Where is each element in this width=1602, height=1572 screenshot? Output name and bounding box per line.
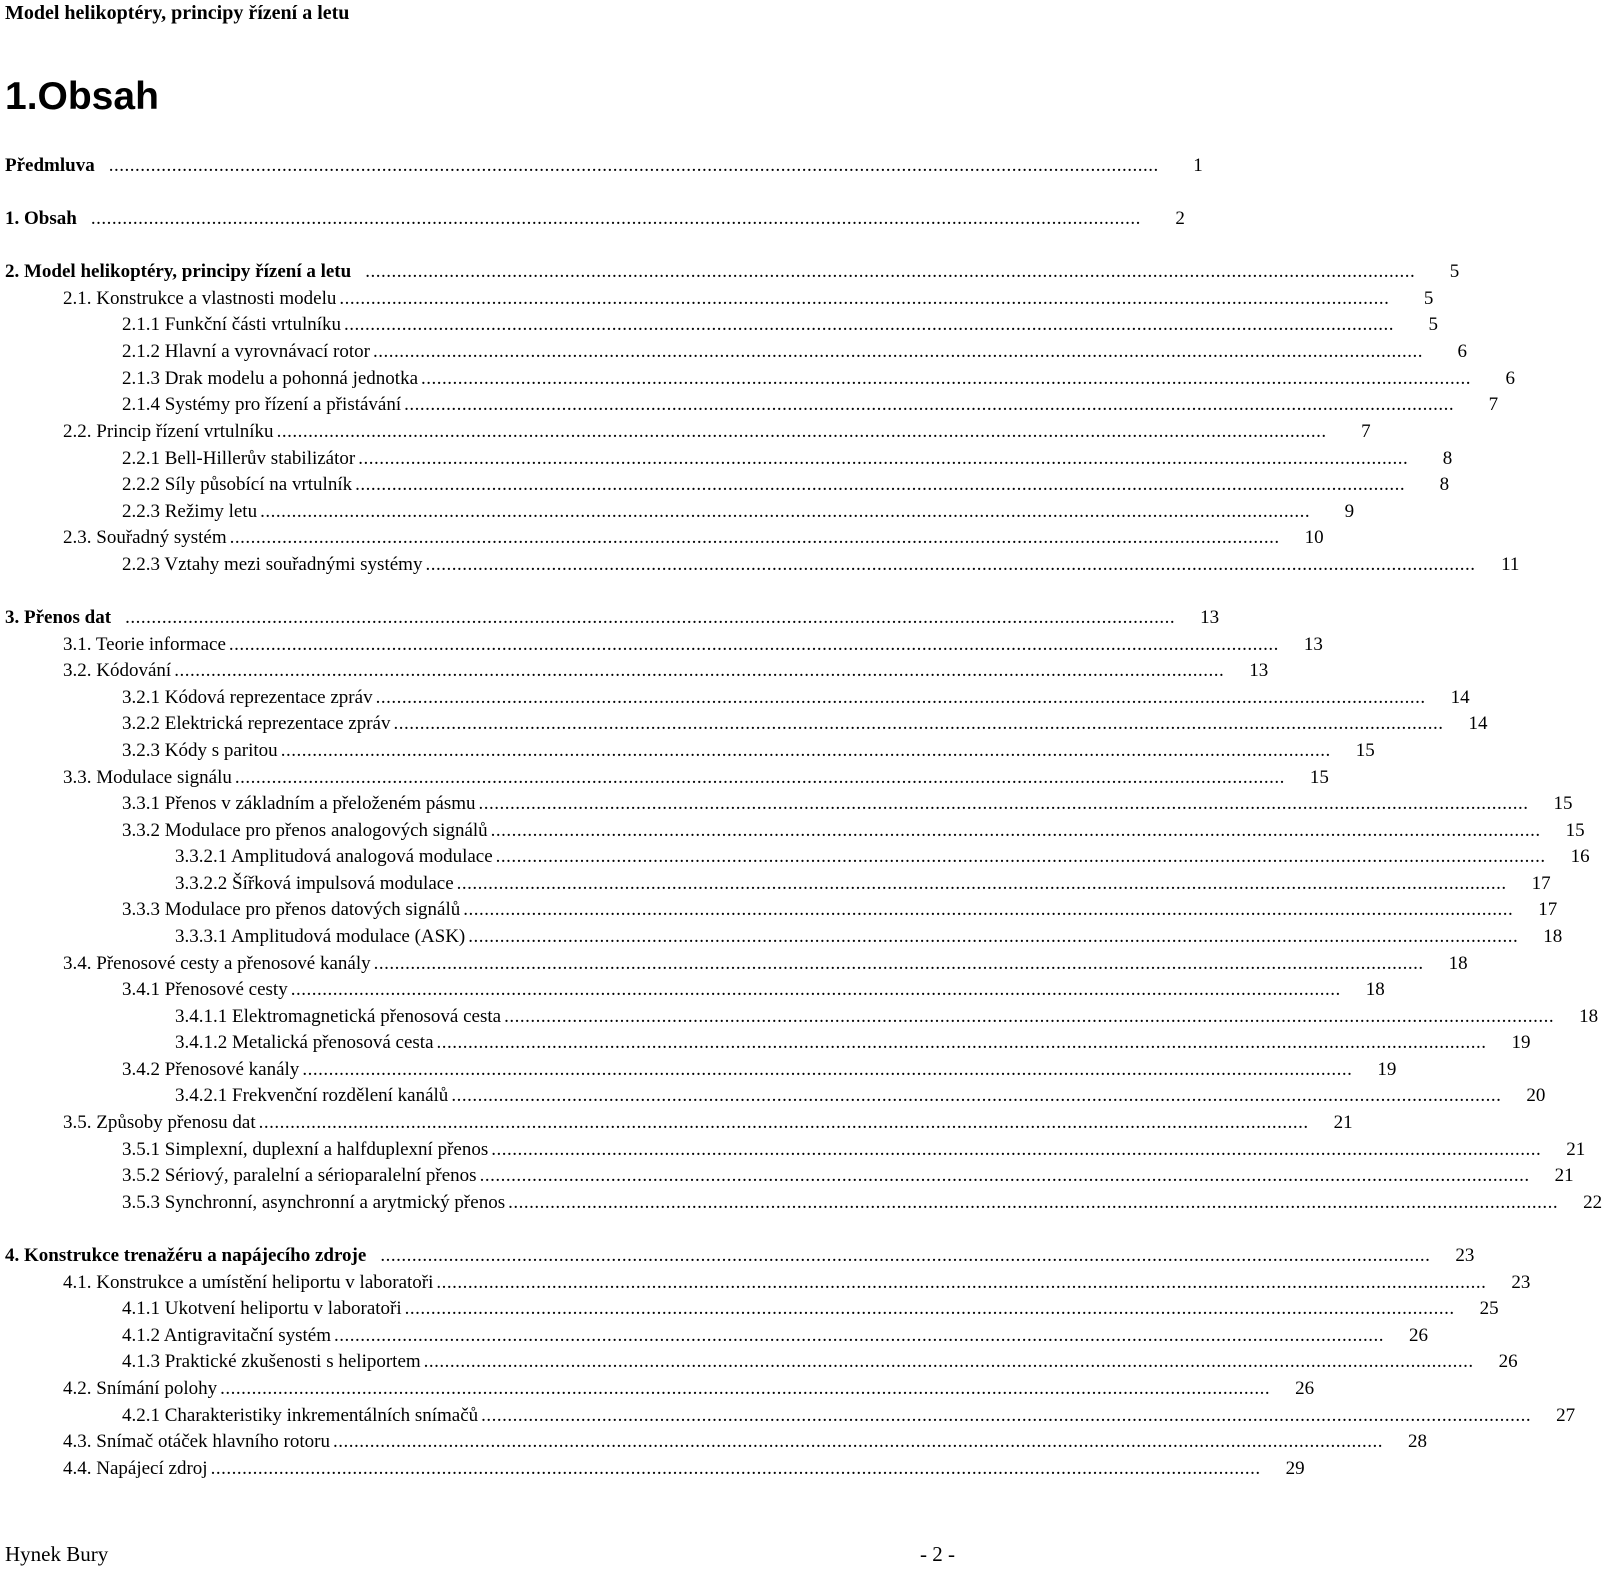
toc-entry-label: 3.4. Přenosové cesty a přenosové kanály xyxy=(63,953,371,974)
toc-entry-label: 4.1.2 Antigravitační systém xyxy=(122,1325,331,1346)
toc-entry-label: 3.3.2.1 Amplitudová analogová modulace xyxy=(175,846,493,867)
footer-author: Hynek Bury xyxy=(5,1542,109,1566)
toc-leader-dots: ........................................................................................................................................................................................................ xyxy=(174,660,1225,681)
toc-entry-label: 4.3. Snímač otáček hlavního rotoru xyxy=(63,1431,330,1452)
toc-entry-page: 27 xyxy=(1556,1405,1576,1426)
toc-entry[interactable] xyxy=(175,844,1590,870)
toc-entry[interactable] xyxy=(122,685,1470,711)
toc-entry-label: 3.3.1 Přenos v základním a přeloženém pásmu xyxy=(122,793,476,814)
running-header: Model helikoptéry, principy řízení a letu xyxy=(5,2,350,24)
toc-entry-page: 14 xyxy=(1468,713,1488,734)
toc-entry-label: 4.1. Konstrukce a umístění heliportu v laboratoři xyxy=(63,1272,434,1293)
toc-entry-label: 1. Obsah xyxy=(5,208,77,229)
toc-leader-dots: ........................................................................................................................................................................................................ xyxy=(481,1405,1532,1426)
toc-leader-dots: ........................................................................................................................................................................................................ xyxy=(456,873,1507,894)
toc-leader-dots: ........................................................................................................................................................................................................ xyxy=(220,1378,1271,1399)
toc-entry-page: 1 xyxy=(1193,155,1203,176)
toc-entry-label: 3.5. Způsoby přenosu dat xyxy=(63,1112,256,1133)
toc-entry[interactable] xyxy=(122,1190,1602,1216)
toc-entry-page: 5 xyxy=(1423,288,1434,309)
toc-entry-label: 2.2.3 Režimy letu xyxy=(122,501,258,522)
toc-entry-page: 19 xyxy=(1511,1032,1531,1053)
toc-leader-dots: ........................................................................................................................................................................................................ xyxy=(229,527,1280,548)
toc-entry-label: 4.2. Snímání polohy xyxy=(63,1378,218,1399)
toc-entry-label: 2.1.3 Drak modelu a pohonná jednotka xyxy=(122,368,419,389)
toc-leader-dots: ........................................................................................................................................................................................................ xyxy=(423,1351,1474,1372)
toc-entry-page: 13 xyxy=(1249,660,1269,681)
toc-entry-label: 4.1.3 Praktické zkušenosti s heliportem xyxy=(122,1351,421,1372)
toc-entry-label: 3.3.2.2 Šířková impulsová modulace xyxy=(175,873,454,894)
toc-entry-page: 15 xyxy=(1565,820,1585,841)
toc-leader-dots: ........................................................................................................................................................................................................ xyxy=(339,288,1390,309)
toc-entry-label: 4.2.1 Charakteristiky inkrementálních snímačů xyxy=(122,1405,479,1426)
toc-entry[interactable] xyxy=(63,1456,1305,1482)
toc-entry-label: 2.2.2 Síly působící na vrtulník xyxy=(122,474,353,495)
toc-entry-page: 18 xyxy=(1365,979,1385,1000)
toc-entry-label: 4.1.1 Ukotvení heliportu v laboratoři xyxy=(122,1298,402,1319)
toc-entry[interactable] xyxy=(122,312,1439,338)
toc-entry-label: 3.5.2 Sériový, paralelní a sérioparalelní přenos xyxy=(122,1165,477,1186)
toc-entry[interactable] xyxy=(122,897,1558,923)
toc-entry-label: 3.3.2 Modulace pro přenos analogových signálů xyxy=(122,820,488,841)
toc-entry[interactable] xyxy=(175,1083,1546,1109)
toc-entry[interactable] xyxy=(63,658,1269,684)
toc-entry-page: 21 xyxy=(1566,1139,1586,1160)
toc-entry[interactable] xyxy=(122,339,1467,365)
toc-entry-page: 5 xyxy=(1449,261,1460,282)
toc-entry[interactable] xyxy=(63,1110,1353,1136)
toc-entry[interactable] xyxy=(122,552,1520,578)
toc-leader-dots: ........................................................................................................................................................................................................ xyxy=(373,953,1424,974)
toc-entry-page: 17 xyxy=(1531,873,1551,894)
toc-entry-page: 20 xyxy=(1526,1085,1546,1106)
toc-leader-dots: ........................................................................................................................................................................................................ xyxy=(380,1245,1431,1266)
toc-entry[interactable] xyxy=(122,1323,1428,1349)
toc-entry[interactable] xyxy=(122,366,1516,392)
toc-entry[interactable] xyxy=(122,472,1450,498)
toc-entry[interactable] xyxy=(63,1376,1315,1402)
toc-leader-dots: ........................................................................................................................................................................................................ xyxy=(228,634,1279,655)
toc-entry-page: 8 xyxy=(1439,474,1450,495)
toc-entry[interactable] xyxy=(122,499,1355,525)
toc-entry[interactable] xyxy=(63,765,1329,791)
toc-entry-label: 4. Konstrukce trenažéru a napájecího zdroje xyxy=(5,1245,367,1266)
toc-entry[interactable] xyxy=(5,605,1220,631)
running-footer xyxy=(0,1540,960,1568)
toc-leader-dots: ........................................................................................................................................................................................................ xyxy=(393,713,1444,734)
toc-entry[interactable] xyxy=(122,446,1453,472)
toc-entry[interactable] xyxy=(122,818,1585,844)
toc-entry-page: 28 xyxy=(1408,1431,1427,1452)
toc-leader-dots: ........................................................................................................................................................................................................ xyxy=(375,687,1426,708)
toc-leader-dots: ........................................................................................................................................................................................................ xyxy=(302,1059,1353,1080)
toc-entry[interactable] xyxy=(122,738,1375,764)
toc-entry-label: 3.2.2 Elektrická reprezentace zpráv xyxy=(122,713,391,734)
toc-entry[interactable] xyxy=(122,392,1499,418)
toc-leader-dots: ........................................................................................................................................................................................................ xyxy=(463,899,1514,920)
toc-entry[interactable] xyxy=(63,632,1323,658)
toc-entry-page: 18 xyxy=(1543,926,1563,947)
toc-entry[interactable] xyxy=(63,525,1324,551)
toc-entry-page: 19 xyxy=(1377,1059,1397,1080)
toc-entry[interactable] xyxy=(5,206,1185,232)
toc-leader-dots: ........................................................................................................................................................................................................ xyxy=(290,979,1341,1000)
toc-entry-label: 2.2.3 Vztahy mezi souřadnými systémy xyxy=(122,554,423,575)
toc-leader-dots: ........................................................................................................................................................................................................ xyxy=(234,767,1285,788)
toc-entry-page: 15 xyxy=(1355,740,1375,761)
toc-entry-label: 3.4.2 Přenosové kanály xyxy=(122,1059,300,1080)
toc-entry-label: 2.1.4 Systémy pro řízení a přistávání xyxy=(122,394,402,415)
toc-entry-label: 3.4.1.1 Elektromagnetická přenosová cesta xyxy=(175,1006,502,1027)
toc-entry-page: 25 xyxy=(1479,1298,1499,1319)
toc-entry-label: 3.4.1 Přenosové cesty xyxy=(122,979,288,1000)
toc-entry[interactable] xyxy=(175,924,1563,950)
toc-entry[interactable] xyxy=(175,1030,1531,1056)
toc-leader-dots: ........................................................................................................................................................................................................ xyxy=(495,846,1546,867)
toc-leader-dots: ........................................................................................................................................................................................................ xyxy=(260,501,1311,522)
toc-entry-page: 26 xyxy=(1498,1351,1518,1372)
toc-leader-dots: ........................................................................................................................................................................................................ xyxy=(504,1006,1555,1027)
toc-entry-page: 7 xyxy=(1488,394,1499,415)
toc-entry[interactable] xyxy=(5,1243,1475,1269)
toc-entry-page: 14 xyxy=(1450,687,1470,708)
toc-entry-page: 10 xyxy=(1304,527,1324,548)
toc-leader-dots: ........................................................................................................................................................................................................ xyxy=(365,261,1416,282)
toc-leader-dots: ........................................................................................................................................................................................................ xyxy=(108,155,1159,176)
toc-entry-page: 15 xyxy=(1553,793,1573,814)
toc-leader-dots: ........................................................................................................................................................................................................ xyxy=(344,314,1395,335)
toc-entry-label: 3.3.3.1 Amplitudová modulace (ASK) xyxy=(175,926,466,947)
toc-entry-label: 2.3. Souřadný systém xyxy=(63,527,227,548)
footer-page-number: - 2 - xyxy=(920,1542,955,1566)
toc-leader-dots: ........................................................................................................................................................................................................ xyxy=(436,1032,1487,1053)
page-title: 1.Obsah xyxy=(5,75,159,118)
toc-entry-page: 21 xyxy=(1554,1165,1574,1186)
toc-entry[interactable] xyxy=(122,1057,1397,1083)
toc-entry-label: 2.2. Princip řízení vrtulníku xyxy=(63,421,274,442)
toc-entry-label: 2.2.1 Bell-Hillerův stabilizátor xyxy=(122,448,356,469)
toc-leader-dots: ........................................................................................................................................................................................................ xyxy=(468,926,1519,947)
toc-entry-page: 13 xyxy=(1303,634,1323,655)
toc-entry-page: 5 xyxy=(1428,314,1439,335)
toc-leader-dots: ........................................................................................................................................................................................................ xyxy=(451,1085,1502,1106)
toc-leader-dots: ........................................................................................................................................................................................................ xyxy=(491,1139,1542,1160)
toc-entry-label: 3. Přenos dat xyxy=(5,607,112,628)
toc-leader-dots: ........................................................................................................................................................................................................ xyxy=(425,554,1476,575)
toc-entry-page: 18 xyxy=(1579,1006,1599,1027)
toc-entry-page: 15 xyxy=(1309,767,1329,788)
toc-entry-label: 2.1.1 Funkční části vrtulníku xyxy=(122,314,342,335)
toc-entry[interactable] xyxy=(122,1349,1518,1375)
toc-leader-dots: ........................................................................................................................................................................................................ xyxy=(404,394,1455,415)
toc-entry-label: 2.1.2 Hlavní a vyrovnávací rotor xyxy=(122,341,370,362)
toc-entry-page: 9 xyxy=(1344,501,1355,522)
toc-entry-page: 26 xyxy=(1295,1378,1315,1399)
toc-entry-label: 3.4.2.1 Frekvenční rozdělení kanálů xyxy=(175,1085,449,1106)
toc-entry-page: 16 xyxy=(1570,846,1590,867)
toc-entry-label: 3.5.1 Simplexní, duplexní a halfduplexní přenos xyxy=(122,1139,489,1160)
toc-entry-page: 23 xyxy=(1511,1272,1531,1293)
toc-entry[interactable] xyxy=(5,153,1203,179)
toc-entry[interactable] xyxy=(63,951,1468,977)
toc-entry-page: 2 xyxy=(1175,208,1185,229)
toc-entry-page: 13 xyxy=(1200,607,1220,628)
toc-entry[interactable] xyxy=(122,1163,1574,1189)
toc-entry-page: 17 xyxy=(1538,899,1558,920)
toc-leader-dots: ........................................................................................................................................................................................................ xyxy=(258,1112,1309,1133)
toc-leader-dots: ........................................................................................................................................................................................................ xyxy=(90,208,1141,229)
toc-entry[interactable] xyxy=(122,791,1573,817)
toc-leader-dots: ........................................................................................................................................................................................................ xyxy=(210,1458,1261,1479)
toc-leader-dots: ........................................................................................................................................................................................................ xyxy=(404,1298,1455,1319)
toc-entry-page: 11 xyxy=(1501,554,1520,575)
toc-leader-dots: ........................................................................................................................................................................................................ xyxy=(125,607,1176,628)
toc-entry-label: 2.1. Konstrukce a vlastnosti modelu xyxy=(63,288,337,309)
toc-entry[interactable] xyxy=(175,871,1551,897)
toc-leader-dots: ........................................................................................................................................................................................................ xyxy=(479,1165,1530,1186)
toc-entry-label: 3.2.1 Kódová reprezentace zpráv xyxy=(122,687,373,708)
toc-entry[interactable] xyxy=(122,977,1385,1003)
toc-entry-page: 8 xyxy=(1442,448,1453,469)
toc-leader-dots: ........................................................................................................................................................................................................ xyxy=(355,474,1406,495)
toc-entry-page: 6 xyxy=(1457,341,1467,362)
toc-leader-dots: ........................................................................................................................................................................................................ xyxy=(478,793,1529,814)
toc-leader-dots: ........................................................................................................................................................................................................ xyxy=(372,341,1423,362)
toc-entry-label: 3.2.3 Kódy s paritou xyxy=(122,740,278,761)
toc-entry-page: 29 xyxy=(1285,1458,1305,1479)
toc-entry[interactable] xyxy=(63,286,1434,312)
toc-entry-page: 26 xyxy=(1408,1325,1428,1346)
toc-entry-label: 3.2. Kódování xyxy=(63,660,172,681)
toc-entry[interactable] xyxy=(63,1270,1531,1296)
toc-entry[interactable] xyxy=(63,1429,1427,1455)
toc-leader-dots: ........................................................................................................................................................................................................ xyxy=(333,1431,1383,1452)
toc-entry[interactable] xyxy=(175,1004,1599,1030)
toc-entry[interactable] xyxy=(5,259,1460,285)
toc-entry-label: 3.5.3 Synchronní, asynchronní a arytmický přenos xyxy=(122,1192,506,1213)
toc-entry-label: 4.4. Napájecí zdroj xyxy=(63,1458,208,1479)
toc-entry[interactable] xyxy=(122,1403,1576,1429)
toc-leader-dots: ........................................................................................................................................................................................................ xyxy=(358,448,1409,469)
toc-leader-dots: ........................................................................................................................................................................................................ xyxy=(436,1272,1487,1293)
toc-entry[interactable] xyxy=(63,419,1371,445)
toc-entry-label: 2. Model helikoptéry, principy řízení a letu xyxy=(5,261,352,282)
toc-entry-label: 3.3. Modulace signálu xyxy=(63,767,232,788)
toc-leader-dots: ........................................................................................................................................................................................................ xyxy=(276,421,1327,442)
toc-leader-dots: ........................................................................................................................................................................................................ xyxy=(280,740,1331,761)
toc-entry[interactable] xyxy=(122,711,1488,737)
toc-entry[interactable] xyxy=(122,1296,1499,1322)
toc-entry-page: 6 xyxy=(1505,368,1516,389)
toc-leader-dots: ........................................................................................................................................................................................................ xyxy=(490,820,1541,841)
toc-entry-page: 21 xyxy=(1333,1112,1353,1133)
toc-leader-dots: ........................................................................................................................................................................................................ xyxy=(421,368,1472,389)
toc-leader-dots: ........................................................................................................................................................................................................ xyxy=(333,1325,1384,1346)
toc-entry-label: 3.3.3 Modulace pro přenos datových signálů xyxy=(122,899,461,920)
toc-entry[interactable] xyxy=(122,1137,1586,1163)
toc-entry-page: 18 xyxy=(1448,953,1468,974)
toc-entry-page: 22 xyxy=(1583,1192,1602,1213)
toc-leader-dots: ........................................................................................................................................................................................................ xyxy=(508,1192,1559,1213)
toc-entry-label: 3.1. Teorie informace xyxy=(63,634,226,655)
toc-entry-label: 3.4.1.2 Metalická přenosová cesta xyxy=(175,1032,434,1053)
toc-entry-page: 7 xyxy=(1361,421,1371,442)
toc-entry-page: 23 xyxy=(1455,1245,1475,1266)
toc-entry-label: Předmluva xyxy=(5,155,95,176)
